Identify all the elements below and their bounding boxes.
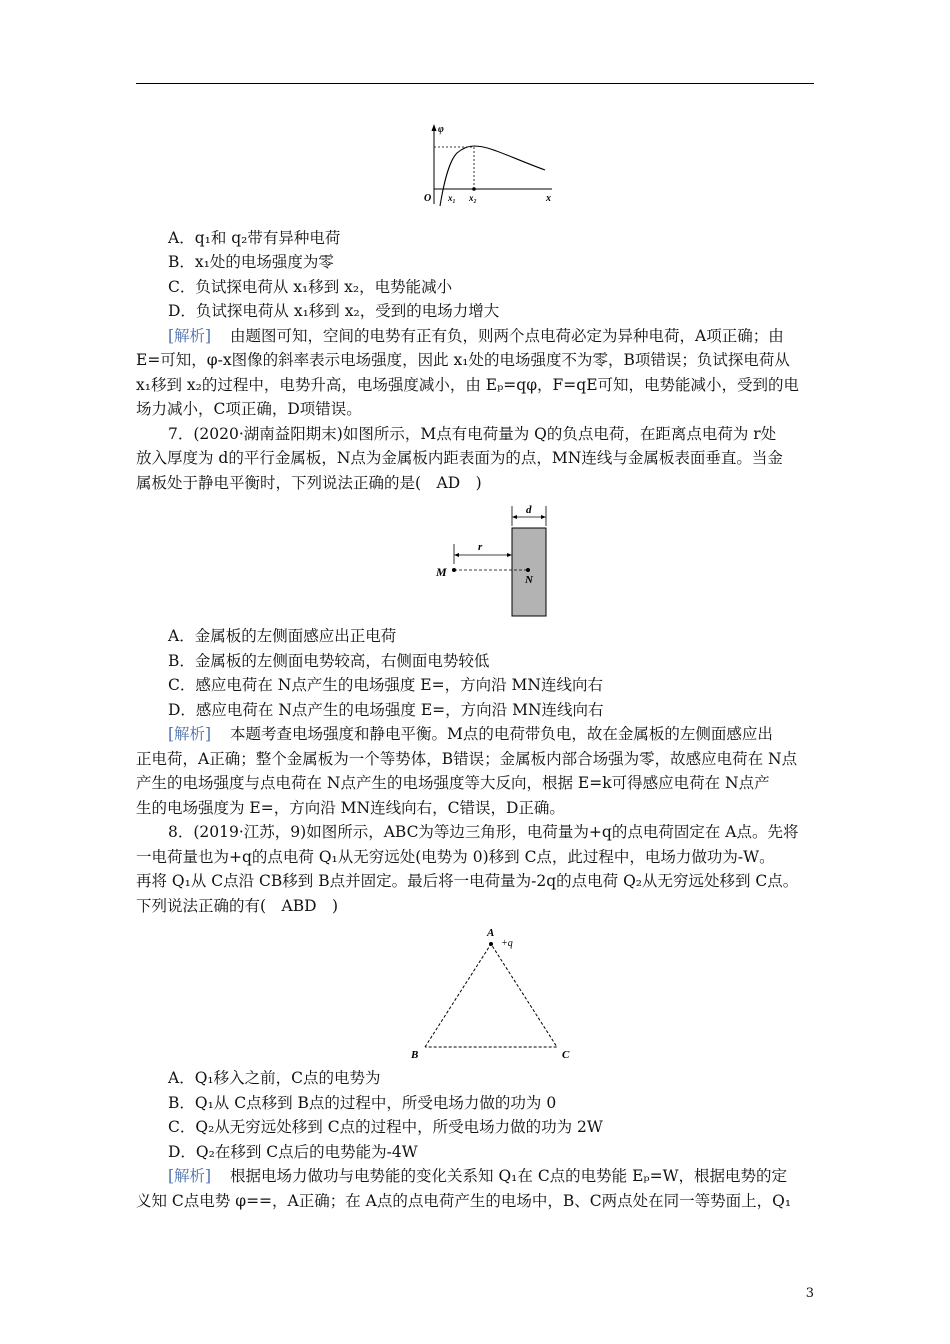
q7-analysis-line-1: [168, 723, 848, 745]
point-n-label: N: [525, 574, 533, 586]
q8-analysis-line-1: [168, 1165, 848, 1187]
q6-analysis-line-4: 场力减小，C项正确，D项错误。: [136, 400, 362, 418]
thickness-label: d: [526, 504, 532, 516]
q8-stem-line-4: 下列说法正确的有( ABD ): [136, 897, 339, 915]
analysis-tag: [解析]: [168, 725, 212, 743]
q7-analysis-line-3: 产生的电场强度与点电荷在 N点产生的电场强度等大反向，根据 E=k可得感应电荷在 N点产: [136, 774, 770, 792]
q7-stem-line-2: 放入厚度为 d的平行金属板，N点为金属板内距表面为的点，MN连线与金属板表面垂直。当金: [136, 449, 783, 467]
q8-option-d: D．Q₂在移到 C点后的电势能为-4W: [168, 1143, 418, 1161]
charge-label: +q: [501, 938, 513, 949]
q7-analysis-line-2: 正电荷，A正确；整个金属板为一个等势体，B错误；金属板内部合场强为零，故感应电荷在 N点: [136, 750, 798, 768]
metal-plate: [512, 528, 546, 616]
y-axis-label: φ: [438, 124, 444, 135]
q8-option-c: C．Q₂从无穷远处移到 C点的过程中，所受电场力做的功为 2W: [168, 1118, 603, 1136]
q8-analysis-text-1: 根据电场力做功与电势能的变化关系知 Q₁在 C点的电势能 Eₚ=W，根据电势的定: [230, 1167, 788, 1185]
q7-option-c: C．感应电荷在 N点产生的电场强度 E=，方向沿 MN连线向右: [168, 676, 603, 694]
q7-analysis-line-4: 生的电场强度为 E=，方向沿 MN连线向右，C错误，D正确。: [136, 799, 565, 817]
header-rule: [136, 83, 814, 84]
q7-option-d: D．感应电荷在 N点产生的电场强度 E=，方向沿 MN连线向右: [168, 701, 604, 719]
q7-analysis-text-1: 本题考查电场强度和静电平衡。M点的电荷带负电，故在金属板的左侧面感应出: [230, 725, 773, 743]
point-m-label: M: [436, 565, 447, 579]
x1-label: x₁: [448, 193, 456, 203]
q8-analysis-line-2: 义知 C点电势 φ==，A正确；在 A点的点电荷产生的电场中，B、C两点处在同一等势面上，Q₁: [136, 1192, 792, 1210]
analysis-tag: [解析]: [168, 1167, 212, 1185]
q6-option-b: B．x₁处的电场强度为零: [168, 253, 334, 271]
x2-label: x₂: [469, 193, 477, 203]
triangle-figure: [405, 922, 585, 1064]
q6-option-c: C．负试探电荷从 x₁移到 x₂，电势能减小: [168, 278, 453, 296]
q8-stem-line-2: 一电荷量也为+q的点电荷 Q₁从无穷远处(电势为 0)移到 C点，此过程中，电场力做功为-W。: [136, 848, 775, 866]
phi-x-graph: [412, 122, 562, 208]
analysis-tag: [解析]: [168, 327, 212, 345]
q6-analysis-line-2: E=可知，φ-x图像的斜率表示电场强度，因此 x₁处的电场强度不为零，B项错误；负试探电荷从: [136, 351, 790, 369]
q8-option-b: B．Q₁从 C点移到 B点的过程中，所受电场力做的功为 0: [168, 1094, 557, 1112]
q8-stem-line-1: 8．(2019·江苏，9)如图所示，ABC为等边三角形，电荷量为+q的点电荷固定在 A点。先将: [168, 823, 799, 841]
q8-option-a: A．Q₁移入之前，C点的电势为: [168, 1069, 381, 1087]
origin-label: O: [424, 193, 432, 204]
q6-analysis-text-1: 由题图可知，空间的电势有正有负，则两个点电荷必定为异种电荷，A项正确；由: [230, 327, 784, 345]
vertex-b-label: B: [411, 1049, 419, 1061]
q7-stem-line-1: 7．(2020·湖南益阳期末)如图所示，M点有电荷量为 Q的负点电荷，在距离点电荷为 r处: [168, 425, 777, 443]
vertex-c-label: C: [562, 1049, 570, 1061]
q7-option-b: B．金属板的左侧面电势较高，右侧面电势较低: [168, 652, 490, 670]
q6-analysis-line-1: [168, 325, 848, 347]
metal-plate-figure: [430, 500, 560, 620]
distance-label: r: [478, 541, 483, 553]
q7-stem-line-3: 属板处于静电平衡时，下列说法正确的是( AD ): [136, 474, 482, 492]
vertex-a-label: A: [487, 927, 495, 939]
x-axis-label: x: [546, 193, 551, 204]
q6-option-a: A．q₁和 q₂带有异种电荷: [168, 229, 341, 247]
page-number: 3: [805, 1286, 814, 1301]
q6-analysis-line-3: x₁移到 x₂的过程中，电势升高，电场强度减小，由 Eₚ=qφ，F=qE可知，电势能减小，受到的电: [136, 376, 800, 394]
q6-option-d: D．负试探电荷从 x₁移到 x₂，受到的电场力增大: [168, 302, 500, 320]
q7-option-a: A．金属板的左侧面感应出正电荷: [168, 627, 397, 645]
q8-stem-line-3: 再将 Q₁从 C点沿 CB移到 B点并固定。最后将一电荷量为-2q的点电荷 Q₂从无穷远处移到 C点。: [136, 872, 799, 890]
